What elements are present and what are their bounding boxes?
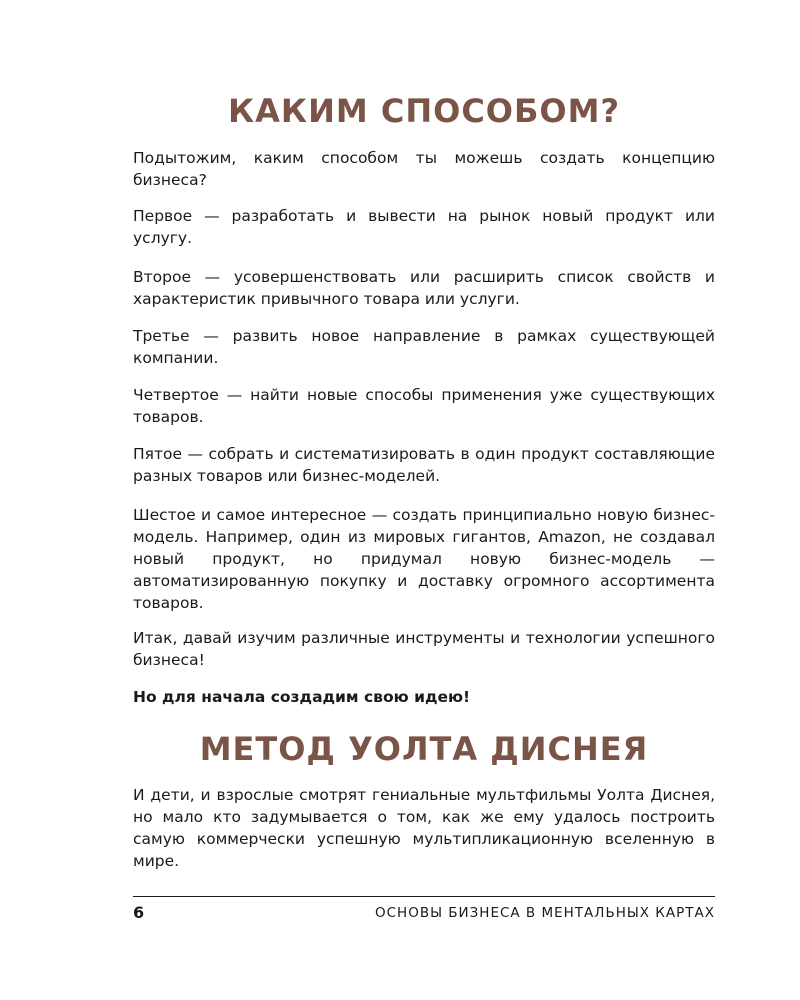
section-heading-how: КАКИМ СПОСОБОМ? [228, 92, 620, 130]
section-heading-disney: МЕТОД УОЛТА ДИСНЕЯ [199, 730, 649, 768]
running-title: ОСНОВЫ БИЗНЕСА В МЕНТАЛЬНЫХ КАРТАХ [374, 905, 715, 921]
paragraph-summary: Итак, давай изучим различные инструменты и технологии успешного бизнеса! [133, 629, 715, 669]
page-number: 6 [133, 903, 145, 922]
paragraph-disney: И дети, и взрослые смотрят гениальные мультфильмы Уолта Диснея, но мало кто задумывается о том, как же ему удалось построить самую коммерчески успешную мультипликационную вселенную в мире. [133, 786, 715, 870]
paragraph-intro: Подытожим, каким способом ты можешь создать концепцию бизнеса? [133, 149, 715, 189]
paragraph-second: Второе — усовершенствовать или расширить список свойств и характеристик привычного товара или услуги. [133, 268, 715, 308]
paragraph-emphasis: Но для начала создадим свою идею! [133, 688, 471, 706]
paragraph-sixth: Шестое и самое интересное — создать принципиально новую бизнес-модель. Например, один из мировых гигантов, Amazon, не создавал новый продукт, но придумал новую бизнес-модель — автоматизированную покупку и доставку огромного ассортимента товаров. [133, 506, 715, 612]
paragraph-fourth: Четвертое — найти новые способы применения уже существующих товаров. [133, 386, 715, 426]
footer-divider [133, 896, 715, 897]
paragraph-fifth: Пятое — собрать и систематизировать в один продукт составляющие разных товаров или бизнес-моделей. [133, 445, 715, 485]
book-page [133, 0, 715, 1000]
paragraph-third: Третье — развить новое направление в рамках существующей компании. [133, 327, 715, 367]
paragraph-first: Первое — разработать и вывести на рынок новый продукт или услугу. [133, 207, 715, 247]
